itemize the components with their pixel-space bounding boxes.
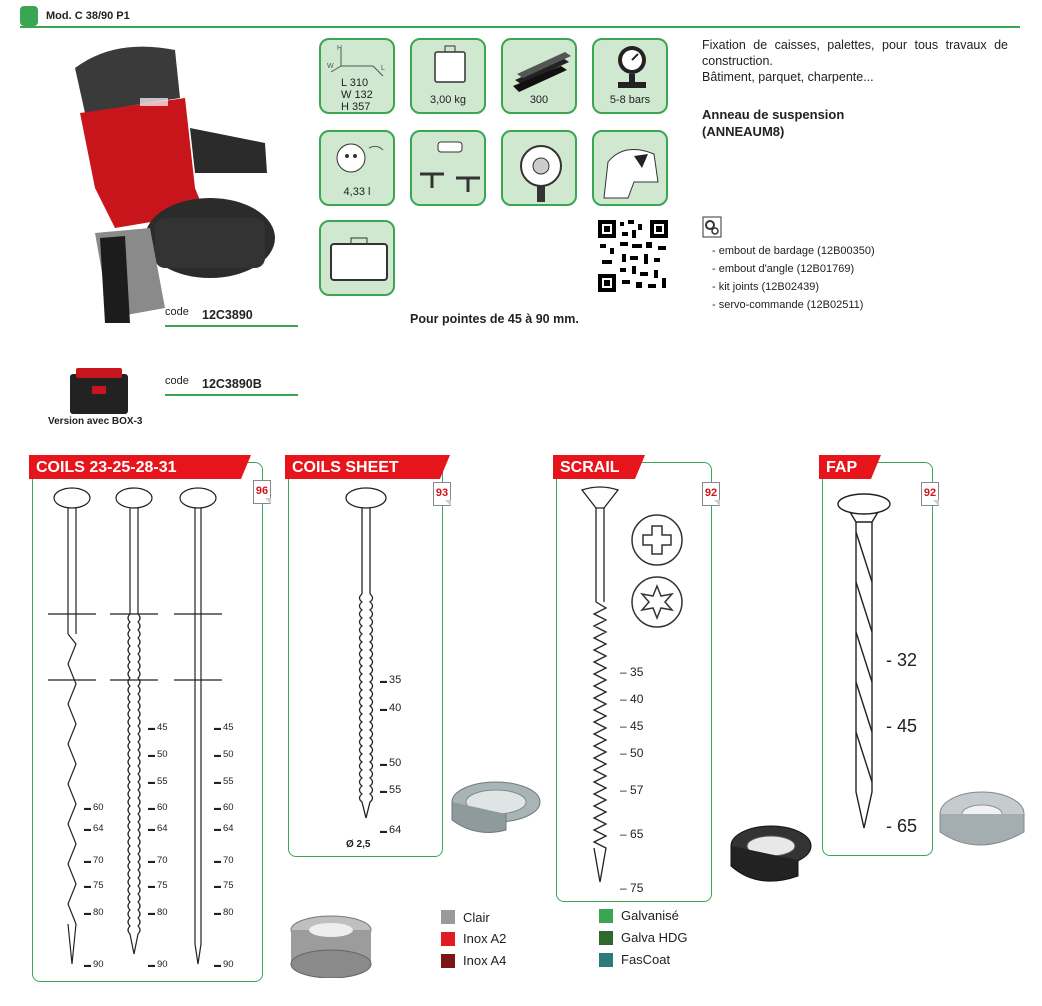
dim-width: W 132 xyxy=(341,89,373,101)
dim-height: H 357 xyxy=(341,101,371,113)
legend-label: FasCoat xyxy=(621,952,671,967)
weight-tile xyxy=(410,38,486,114)
phillips-drive-icon xyxy=(632,515,682,565)
trigger-tile xyxy=(592,130,668,206)
scrail-drive-icons xyxy=(630,514,684,628)
scrail-page-ref[interactable]: 92 xyxy=(702,482,720,506)
box3-case-image xyxy=(68,366,130,416)
trigger-icon xyxy=(594,132,670,208)
product-description xyxy=(702,37,1008,85)
pressure-value: 5-8 bars xyxy=(609,94,651,106)
ring-title: Anneau de suspension xyxy=(702,107,845,122)
dim-length: L 310 xyxy=(341,77,369,89)
legend-label: Galva HDG xyxy=(621,930,688,945)
legend-label: Inox A4 xyxy=(463,953,507,968)
legend-swatch-galvanise xyxy=(599,909,613,923)
svg-text:L: L xyxy=(381,65,385,72)
coil-bundle-silver-image xyxy=(938,786,1026,858)
depth-adjust-icon xyxy=(412,132,488,208)
product-code-box: code 12C3890B xyxy=(165,375,300,399)
coil-bundle-grey-image xyxy=(288,912,374,978)
coils-section-title: COILS 23-25-28-31 xyxy=(29,455,241,479)
depth-adjust-tile xyxy=(410,130,486,206)
legend-swatch-inox-a4 xyxy=(441,954,455,968)
accessory-item: - embout d'angle (12B01769) xyxy=(712,263,855,275)
carry-case-tile xyxy=(319,220,395,296)
fap-section-title: FAP xyxy=(819,455,871,479)
fap-page-ref[interactable]: 92 xyxy=(921,482,939,506)
capacity-tile xyxy=(501,38,577,114)
legend-label: Inox A2 xyxy=(463,931,507,946)
svg-text:W: W xyxy=(327,63,334,70)
pressure-tile xyxy=(592,38,668,114)
legend-swatch-inox-a2 xyxy=(441,932,455,946)
coil-nailer-image xyxy=(55,38,285,328)
legend-swatch-galva-hdg xyxy=(599,931,613,945)
coil-magazine-icon xyxy=(503,132,579,208)
svg-text:H: H xyxy=(337,45,343,52)
weight-value: 3,00 kg xyxy=(429,94,467,106)
coils-page-ref[interactable]: 96 xyxy=(253,480,271,504)
legend-label: Galvanisé xyxy=(621,908,679,923)
accessories-gear-icon xyxy=(702,216,722,238)
sheet-diameter: Ø 2,5 xyxy=(346,839,371,850)
legend-swatch-clair xyxy=(441,910,455,924)
accessories-list xyxy=(712,242,875,314)
air-consumption-tile xyxy=(319,130,395,206)
scrail-nail-drawing xyxy=(580,482,620,892)
legend-label: Clair xyxy=(463,910,490,925)
sheet-section-title: COILS SHEET xyxy=(285,455,440,479)
description-line-2: Bâtiment, parquet, charpente... xyxy=(702,70,874,84)
nail-range-text: Pour pointes de 45 à 90 mm. xyxy=(410,312,579,326)
scrail-section-title: SCRAIL xyxy=(553,455,635,479)
air-value: 4,33 l xyxy=(343,186,371,198)
dimensions-tile xyxy=(319,38,395,114)
legend-swatch-fascoat xyxy=(599,953,613,967)
coil-magazine-tile xyxy=(501,130,577,206)
coil-sheet-bundle-image xyxy=(446,772,546,844)
description-line-1: Fixation de caisses, palettes, pour tous travaux de construction. xyxy=(702,38,1008,68)
capacity-value: 300 xyxy=(529,94,549,106)
ring-code: (ANNEAUM8) xyxy=(702,124,785,139)
model-title: Mod. C 38/90 P1 xyxy=(46,10,130,22)
product-code-main: code 12C3890 xyxy=(165,306,300,330)
suspension-ring xyxy=(702,106,844,140)
accessory-item: - servo-commande (12B02511) xyxy=(712,299,864,311)
accessory-item: - kit joints (12B02439) xyxy=(712,281,819,293)
qr-code[interactable] xyxy=(596,218,670,294)
coils-nails-drawing xyxy=(40,484,240,974)
header-tab xyxy=(20,6,38,26)
box3-caption: Version avec BOX-3 xyxy=(48,416,143,427)
sheet-page-ref[interactable]: 93 xyxy=(433,482,451,506)
header-rule xyxy=(20,26,1020,28)
coil-bundle-dark-image xyxy=(728,820,814,892)
case-icon xyxy=(321,222,397,298)
accessory-item: - embout de bardage (12B00350) xyxy=(712,245,875,257)
